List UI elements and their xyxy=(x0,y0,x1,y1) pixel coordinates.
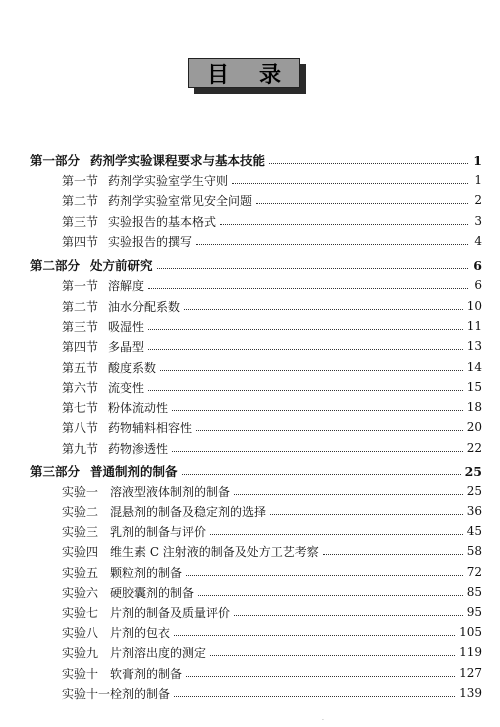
entry-title: 片剂的制备及质量评价 xyxy=(110,605,231,620)
toc-section-entry[interactable] xyxy=(0,357,500,377)
page-number: 3 xyxy=(474,214,482,228)
entry-title: 颗粒剂的制备 xyxy=(110,565,183,580)
entry-label: 第四节 xyxy=(62,234,99,249)
entry-title: 片剂的包衣 xyxy=(110,625,171,640)
toc-part-entry[interactable] xyxy=(0,461,500,481)
dot-leader xyxy=(174,696,455,697)
entry-label: 第七节 xyxy=(62,400,99,415)
entry-title: 实验报告的基本格式 xyxy=(108,214,217,229)
toc-experiment-entry[interactable] xyxy=(0,481,500,501)
page-number: 14 xyxy=(466,360,482,374)
heading-char-1: 目 xyxy=(206,61,229,88)
toc-experiment-entry[interactable] xyxy=(0,642,500,662)
page-number: 10 xyxy=(466,299,482,313)
entry-title: 流变性 xyxy=(108,380,145,395)
entry-title: 吸湿性 xyxy=(108,319,145,334)
toc-section-entry[interactable] xyxy=(0,316,500,336)
entry-label: 实验八 xyxy=(62,625,99,640)
dot-leader xyxy=(234,494,463,495)
page-number: 22 xyxy=(466,441,482,455)
page-number: 18 xyxy=(466,400,482,414)
toc-experiment-entry[interactable] xyxy=(0,683,500,703)
toc-experiment-entry[interactable] xyxy=(0,501,500,521)
entry-title: 酸度系数 xyxy=(108,360,157,375)
page-number: 11 xyxy=(466,319,482,333)
page-number: 6 xyxy=(473,257,482,273)
entry-label: 实验九 xyxy=(62,645,99,660)
entry-label: 实验七 xyxy=(62,605,99,620)
toc-experiment-entry[interactable] xyxy=(0,622,500,642)
entry-title: 混悬剂的制备及稳定剂的选择 xyxy=(110,504,267,519)
entry-title: 片剂溶出度的测定 xyxy=(110,645,207,660)
page-number: 72 xyxy=(466,565,482,579)
page-number: 2 xyxy=(474,193,482,207)
page-number: 139 xyxy=(459,686,482,700)
page-number: 20 xyxy=(466,420,482,434)
page-number: 85 xyxy=(466,585,482,599)
dot-leader xyxy=(210,534,463,535)
page-number: 1 xyxy=(474,173,482,187)
page-number: 13 xyxy=(466,339,482,353)
entry-label: 实验五 xyxy=(62,565,99,580)
entry-label: 第九节 xyxy=(62,441,99,456)
entry-label: 实验三 xyxy=(62,524,99,539)
toc-experiment-entry[interactable] xyxy=(0,521,500,541)
entry-label: 第二节 xyxy=(62,299,99,314)
scan-speck: . xyxy=(322,715,324,722)
entry-label: 第五节 xyxy=(62,360,99,375)
toc-section-entry[interactable] xyxy=(0,231,500,251)
toc-section-entry[interactable] xyxy=(0,417,500,437)
page-number: 1 xyxy=(473,152,482,168)
dot-leader xyxy=(323,554,463,555)
toc-experiment-entry[interactable] xyxy=(0,582,500,602)
entry-title: 硬胶囊剂的制备 xyxy=(110,585,195,600)
dot-leader xyxy=(174,635,455,636)
entry-title: 药剂学实验室学生守则 xyxy=(108,173,229,188)
dot-leader xyxy=(270,514,463,515)
entry-title: 药物辅料相容性 xyxy=(108,420,193,435)
entry-label: 第八节 xyxy=(62,420,99,435)
entry-label: 第二节 xyxy=(62,193,99,208)
toc-section-entry[interactable] xyxy=(0,438,500,458)
entry-title: 处方前研究 xyxy=(90,258,153,273)
entry-title: 溶液型液体制剂的制备 xyxy=(110,484,231,499)
dot-leader xyxy=(269,163,468,164)
entry-title: 多晶型 xyxy=(108,339,145,354)
entry-label: 实验六 xyxy=(62,585,99,600)
entry-title: 维生素 C 注射液的制备及处方工艺考察 xyxy=(110,544,319,559)
dot-leader xyxy=(148,349,463,350)
entry-label: 实验十一 xyxy=(62,686,111,701)
toc-section-entry[interactable] xyxy=(0,397,500,417)
page-number: 15 xyxy=(466,380,482,394)
page-number: 25 xyxy=(464,463,482,479)
entry-label: 第三部分 xyxy=(30,464,81,479)
dot-leader xyxy=(196,244,468,245)
heading-char-2: 录 xyxy=(259,61,282,88)
entry-title: 药物渗透性 xyxy=(108,441,169,456)
entry-label: 第一节 xyxy=(62,278,99,293)
toc-part-entry[interactable] xyxy=(0,255,500,275)
entry-label: 第三节 xyxy=(62,319,99,334)
toc-section-entry[interactable] xyxy=(0,275,500,295)
toc-experiment-entry[interactable] xyxy=(0,663,500,683)
entry-label: 实验十 xyxy=(62,666,99,681)
toc-section-entry[interactable] xyxy=(0,336,500,356)
toc-section-entry[interactable] xyxy=(0,211,500,231)
dot-leader xyxy=(198,595,463,596)
toc-part-entry[interactable] xyxy=(0,150,500,170)
page-number: 45 xyxy=(466,524,482,538)
dot-leader xyxy=(232,183,468,184)
toc-section-entry[interactable] xyxy=(0,377,500,397)
entry-label: 实验四 xyxy=(62,544,99,559)
dot-leader xyxy=(172,451,463,452)
entry-title: 药剂学实验室常见安全问题 xyxy=(108,193,253,208)
page-number: 119 xyxy=(459,645,482,659)
dot-leader xyxy=(157,268,468,269)
entry-title: 软膏剂的制备 xyxy=(110,666,183,681)
dot-leader xyxy=(196,430,463,431)
entry-label: 第六节 xyxy=(62,380,99,395)
entry-title: 药剂学实验课程要求与基本技能 xyxy=(90,153,266,168)
entry-label: 实验二 xyxy=(62,504,99,519)
entry-title: 油水分配系数 xyxy=(108,299,181,314)
page-number: 36 xyxy=(466,504,482,518)
page-number: 127 xyxy=(459,666,482,680)
page-number: 25 xyxy=(466,484,482,498)
page-number: 95 xyxy=(466,605,482,619)
entry-title: 实验报告的撰写 xyxy=(108,234,193,249)
dot-leader xyxy=(182,474,461,475)
toc-section-entry[interactable] xyxy=(0,296,500,316)
entry-label: 第三节 xyxy=(62,214,99,229)
dot-leader xyxy=(210,655,455,656)
entry-title: 乳剂的制备与评价 xyxy=(110,524,207,539)
toc-section-entry[interactable] xyxy=(0,190,500,210)
dot-leader xyxy=(234,615,463,616)
dot-leader xyxy=(186,676,455,677)
entry-title: 粉体流动性 xyxy=(108,400,169,415)
page-number: 4 xyxy=(474,234,482,248)
entry-label: 第一部分 xyxy=(30,153,81,168)
entry-title: 普通制剂的制备 xyxy=(90,464,178,479)
dot-leader xyxy=(220,224,468,225)
toc-section-entry[interactable] xyxy=(0,170,500,190)
dot-leader xyxy=(186,575,463,576)
page-number: 105 xyxy=(459,625,482,639)
toc-experiment-entry[interactable] xyxy=(0,602,500,622)
toc-experiment-entry[interactable] xyxy=(0,562,500,582)
entry-label: 第二部分 xyxy=(30,258,81,273)
dot-leader xyxy=(256,203,468,204)
page-number: 6 xyxy=(474,278,482,292)
dot-leader xyxy=(184,309,463,310)
entry-title: 栓剂的制备 xyxy=(110,686,171,701)
dot-leader xyxy=(148,288,468,289)
entry-label: 实验一 xyxy=(62,484,99,499)
dot-leader xyxy=(172,410,463,411)
dot-leader xyxy=(160,370,463,371)
dot-leader xyxy=(148,390,463,391)
entry-label: 第四节 xyxy=(62,339,99,354)
page-number: 58 xyxy=(466,544,482,558)
entry-title: 溶解度 xyxy=(108,278,145,293)
dot-leader xyxy=(148,329,463,330)
toc-experiment-entry[interactable] xyxy=(0,541,500,561)
entry-label: 第一节 xyxy=(62,173,99,188)
